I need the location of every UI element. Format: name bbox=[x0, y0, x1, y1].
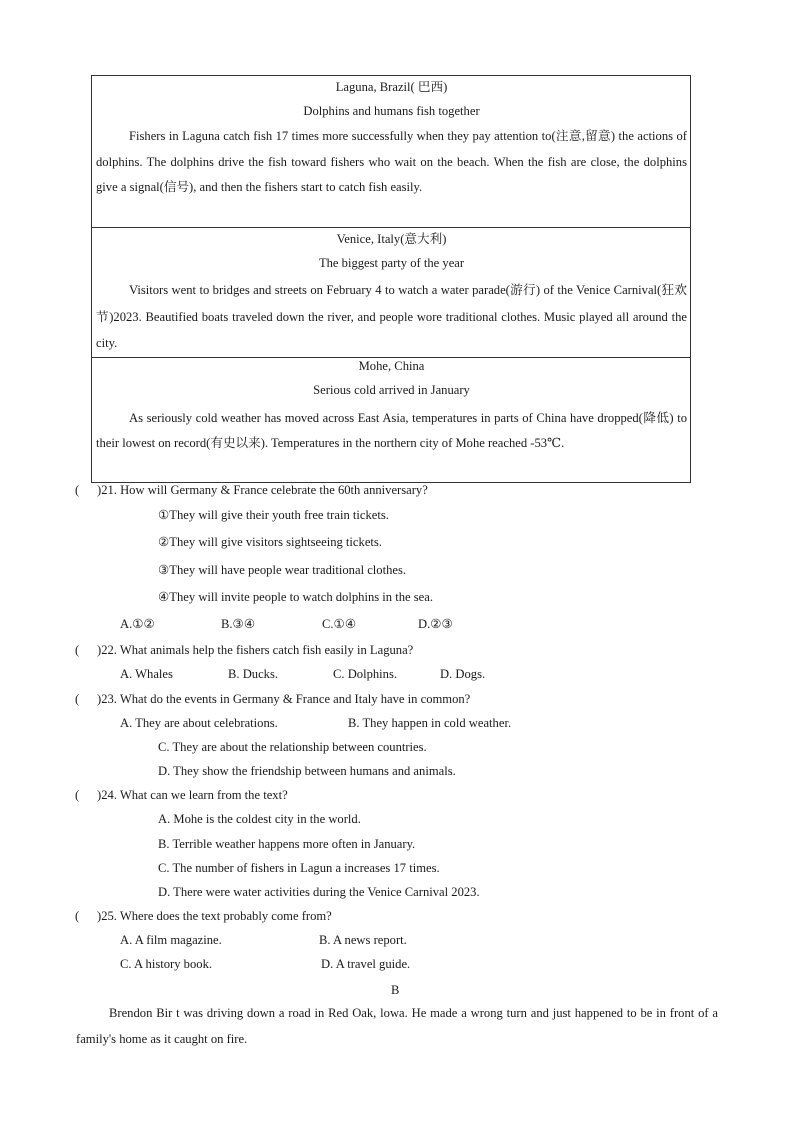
news-place: Laguna, Brazil( 巴西) bbox=[335, 80, 448, 94]
q21-item-4: ④They will invite people to watch dolphins in the sea. bbox=[158, 590, 434, 604]
q22-option-d[interactable]: D. Dogs. bbox=[440, 667, 486, 681]
news-headline: Dolphins and humans fish together bbox=[303, 104, 480, 118]
q25-option-d[interactable]: D. A travel guide. bbox=[321, 957, 411, 971]
question-stem: )24. What can we learn from the text? bbox=[97, 788, 288, 802]
q23-option-d[interactable]: D. They show the friendship between humans and animals. bbox=[158, 764, 456, 778]
q22-option-b[interactable]: B. Ducks. bbox=[228, 667, 279, 681]
news-place: Mohe, China bbox=[358, 359, 425, 373]
answer-blank[interactable]: ( bbox=[75, 643, 80, 657]
q24-option-c[interactable]: C. The number of fishers in Lagun a increases 17 times. bbox=[158, 861, 440, 875]
q24-option-d[interactable]: D. There were water activities during the Venice Carnival 2023. bbox=[158, 885, 480, 899]
question-stem: )25. Where does the text probably come from? bbox=[97, 909, 332, 923]
news-headline: Serious cold arrived in January bbox=[313, 383, 470, 397]
section-heading: B bbox=[391, 983, 400, 997]
q23-option-b[interactable]: B. They happen in cold weather. bbox=[348, 716, 512, 730]
q23-option-c[interactable]: C. They are about the relationship between countries. bbox=[158, 740, 427, 754]
q23-option-a[interactable]: A. They are about celebrations. bbox=[120, 716, 278, 730]
q25-option-c[interactable]: C. A history book. bbox=[120, 957, 213, 971]
news-cell-laguna bbox=[92, 76, 690, 228]
answer-blank[interactable]: ( bbox=[75, 788, 80, 802]
question-22 bbox=[75, 641, 413, 659]
question-stem: )22. What animals help the fishers catch fish easily in Laguna? bbox=[97, 643, 414, 657]
q22-option-a[interactable]: A. Whales bbox=[120, 667, 173, 681]
answer-blank[interactable]: ( bbox=[75, 909, 80, 923]
q21-item-3: ③They will have people wear traditional clothes. bbox=[158, 563, 407, 577]
answer-blank[interactable]: ( bbox=[75, 483, 80, 497]
question-21 bbox=[75, 481, 428, 499]
q21-item-2: ②They will give visitors sightseeing tickets. bbox=[158, 535, 382, 549]
news-body: Visitors went to bridges and streets on February 4 to watch a water parade(游行) of the Venice Carnival(狂欢节)2023. Beautified boats traveled down the river, and people wore traditional clothes. Music played all around the city. bbox=[96, 283, 687, 350]
q24-option-a[interactable]: A. Mohe is the coldest city in the world. bbox=[158, 812, 361, 826]
question-25 bbox=[75, 907, 332, 925]
q22-option-c[interactable]: C. Dolphins. bbox=[333, 667, 398, 681]
question-23 bbox=[75, 690, 470, 708]
passage-b: Brendon Bir t was driving down a road in Red Oak, lowa. He made a wrong turn and just happened to be in front of a family's home as it caught on fire. bbox=[76, 1006, 718, 1046]
q21-option-b[interactable]: B.③④ bbox=[221, 617, 256, 631]
news-body: Fishers in Laguna catch fish 17 times more successfully when they pay attention to(注意,留意) the actions of dolphins. The dolphins drive the fish toward fishers who wait on the beach. When the fish are close, the dolphins give a signal(信号), and then the fishers start to catch fish easily. bbox=[96, 129, 687, 194]
q21-option-a[interactable]: A.①② bbox=[120, 617, 155, 631]
q25-option-b[interactable]: B. A news report. bbox=[319, 933, 407, 947]
question-stem: )23. What do the events in Germany & France and Italy have in common? bbox=[97, 692, 471, 706]
q25-option-a[interactable]: A. A film magazine. bbox=[120, 933, 222, 947]
news-cell-mohe bbox=[92, 358, 690, 482]
q21-option-d[interactable]: D.②③ bbox=[418, 617, 453, 631]
news-cell-venice bbox=[92, 228, 690, 358]
news-body: As seriously cold weather has moved across East Asia, temperatures in parts of China have dropped(降低) to their lowest on record(有史以来). Temperatures in the northern city of Mohe reached -53℃. bbox=[96, 411, 687, 450]
answer-blank[interactable]: ( bbox=[75, 692, 80, 706]
q21-option-c[interactable]: C.①④ bbox=[322, 617, 357, 631]
news-headline: The biggest party of the year bbox=[318, 256, 465, 270]
question-stem: )21. How will Germany & France celebrate the 60th anniversary? bbox=[97, 483, 428, 497]
question-24 bbox=[75, 786, 288, 804]
q21-item-1: ①They will give their youth free train tickets. bbox=[158, 508, 389, 522]
news-place: Venice, Italy(意大利) bbox=[336, 232, 447, 246]
q24-option-b[interactable]: B. Terrible weather happens more often in January. bbox=[158, 837, 416, 851]
news-table bbox=[91, 75, 691, 483]
